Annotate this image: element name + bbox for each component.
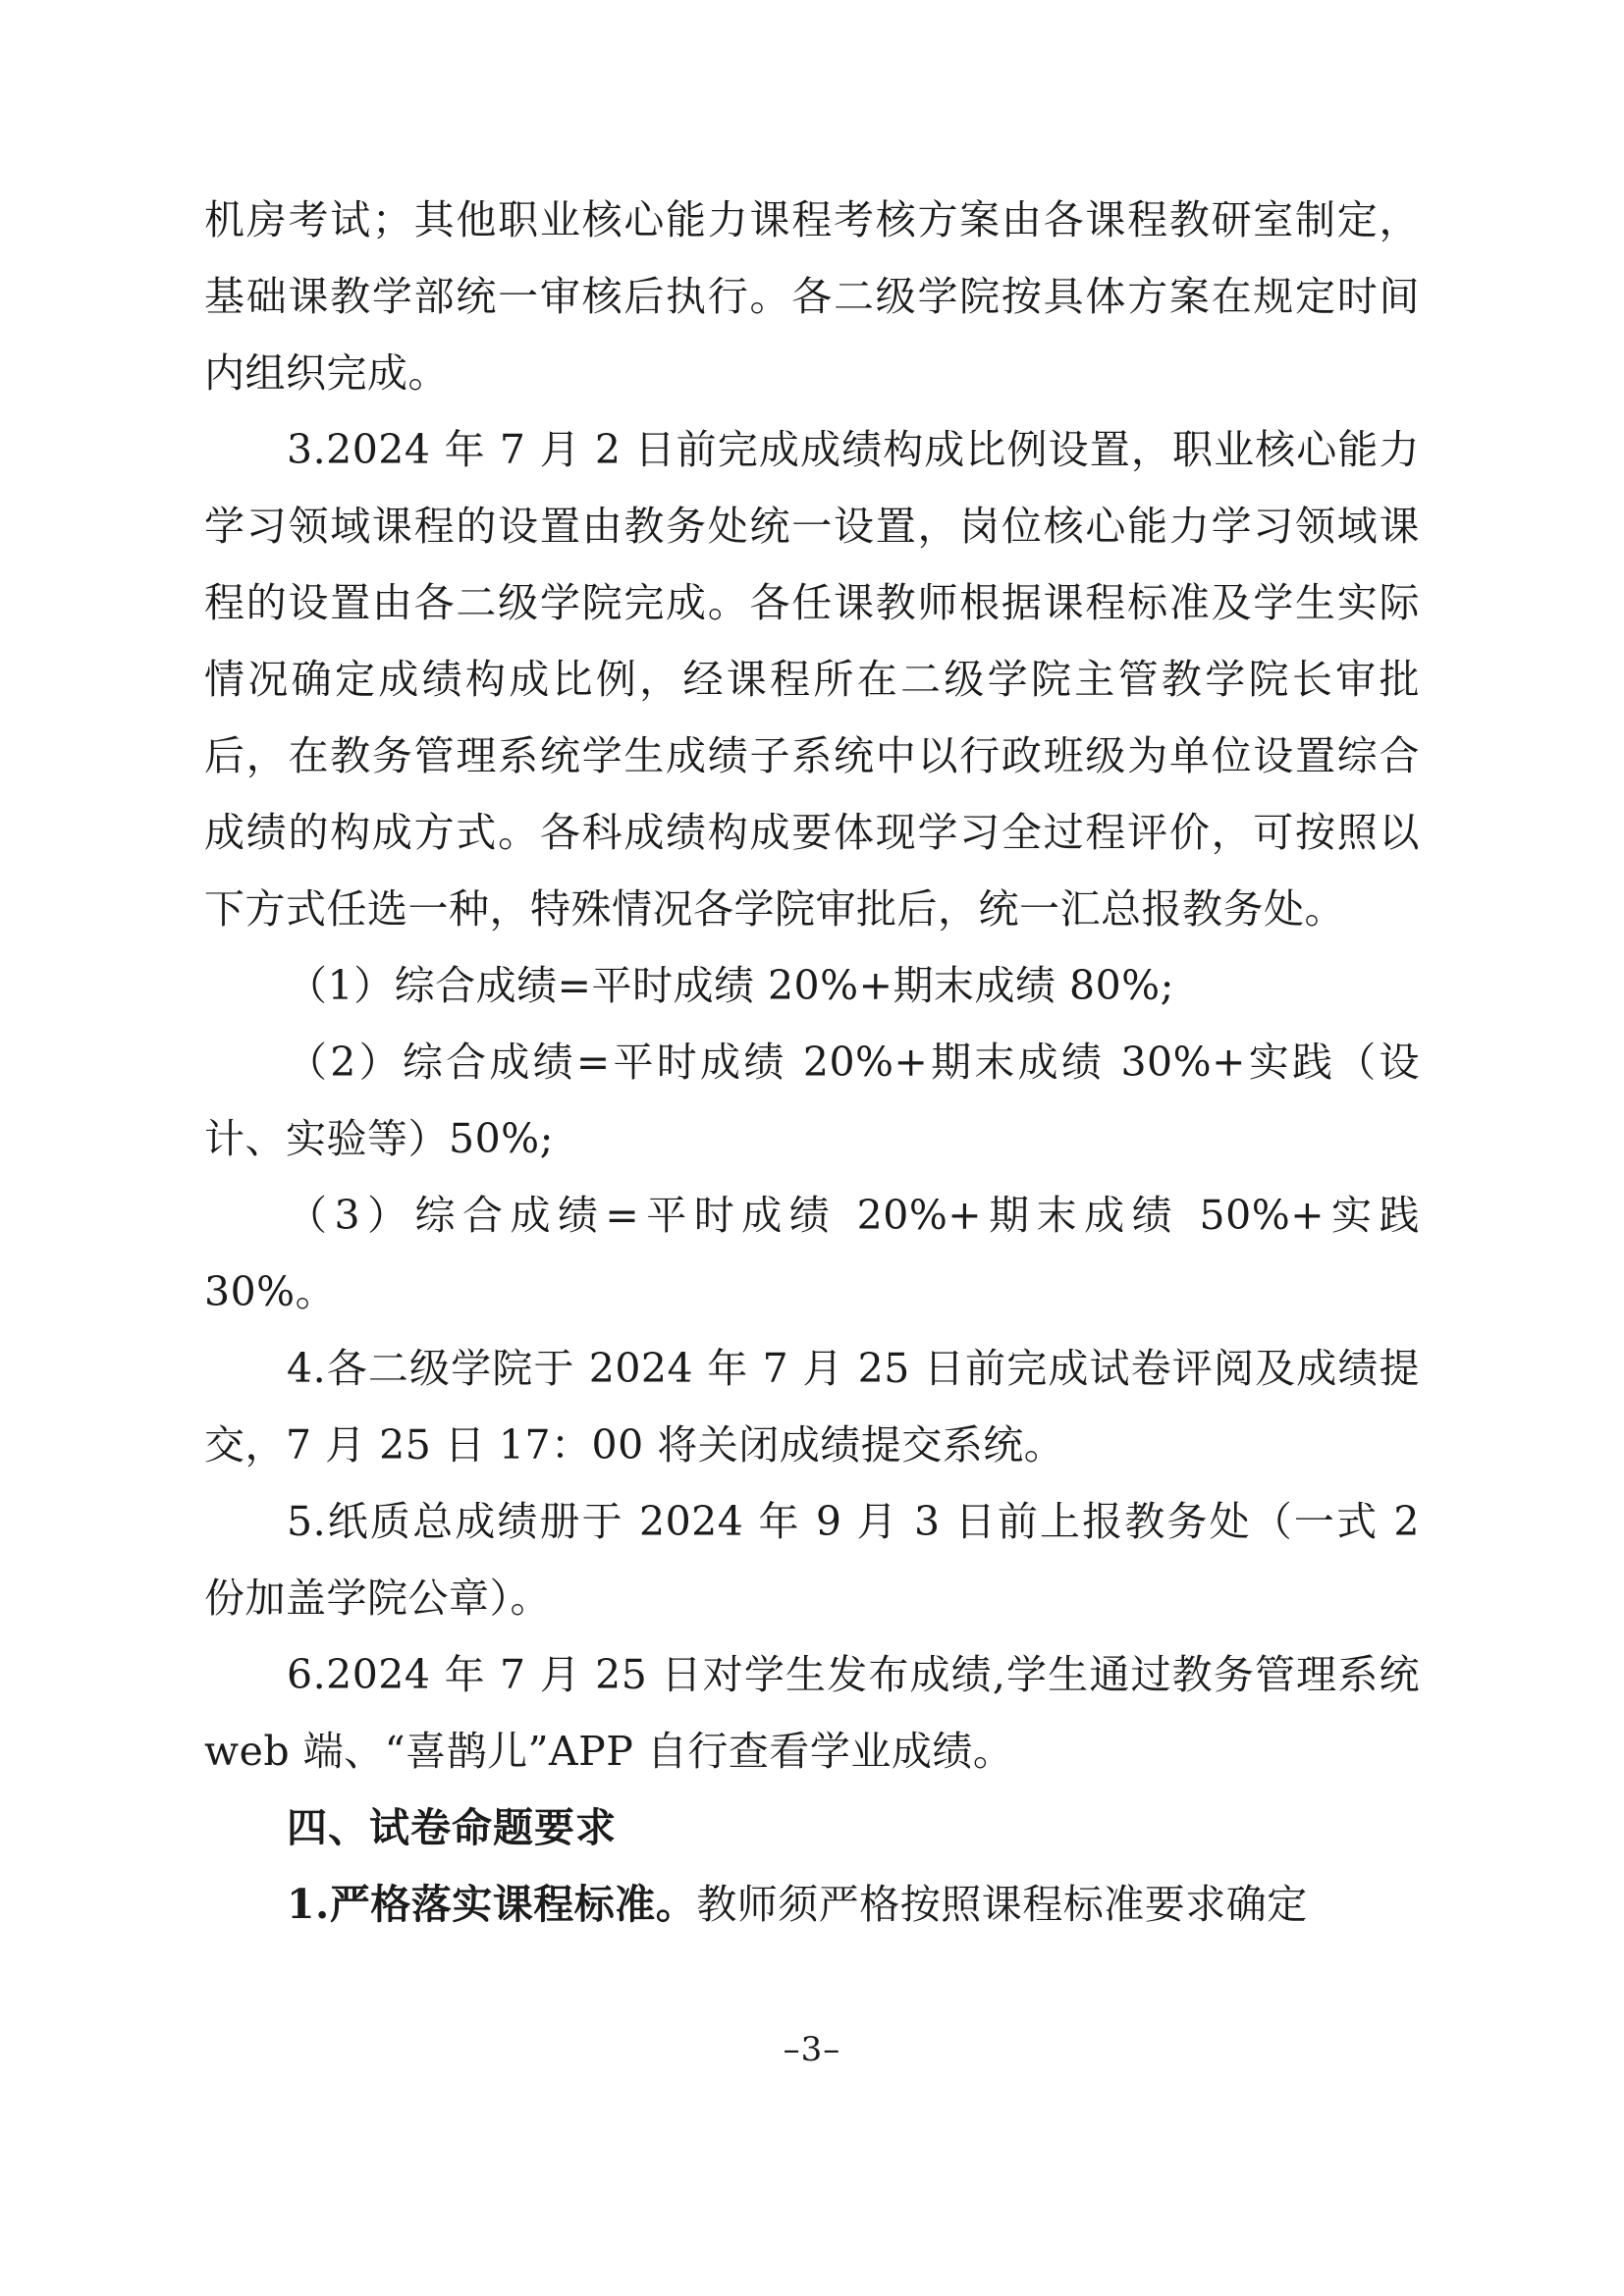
paragraph-item-5: 5.纸质总成绩册于 2024 年 9 月 3 日前上报教务处（一式 2 份加盖学院公章）。 xyxy=(204,1498,1420,1622)
paragraph-item-4: 4.各二级学院于 2024 年 7 月 25 日前完成试卷评阅及成绩提交，7 月 25 日 17：00 将关闭成绩提交系统。 xyxy=(204,1345,1420,1468)
subsection-text: 教师须严格按照课程标准要求确定 xyxy=(696,1881,1308,1928)
subsection-number: 1. xyxy=(287,1881,330,1928)
page-number: –3– xyxy=(783,2030,841,2069)
paragraph-option-3: （3）综合成绩=平时成绩 20%+期末成绩 50%+实践 30%。 xyxy=(204,1192,1420,1315)
paragraph-option-1: （1）综合成绩=平时成绩 20%+期末成绩 80%; xyxy=(287,962,1174,1009)
section-heading-exam-proposition: 四、试卷命题要求 xyxy=(287,1804,617,1851)
paragraph-item-6: 6.2024 年 7 月 25 日对学生发布成绩,学生通过教务管理系统 web 端、“喜鹊儿”APP 自行查看学业成绩。 xyxy=(204,1651,1420,1775)
subsection-title: 严格落实课程标准。 xyxy=(329,1881,697,1928)
paragraph-option-2: （2）综合成绩=平时成绩 20%+期末成绩 30%+实践（设计、实验等）50%; xyxy=(204,1039,1420,1162)
document-body xyxy=(204,182,1420,1943)
paragraph-item-3: 3.2024 年 7 月 2 日前完成成绩构成比例设置，职业核心能力学习领域课程的设置由教务处统一设置，岗位核心能力学习领域课程的设置由各二级学院完成。各任课教师根据课程标准及学生实际情况确定成绩构成比例，经课程所在二级学院主管教学院长审批后，在教务管理系统学生成绩子系统中以行政班级为单位设置综合成绩的构成方式。各科成绩构成要体现学习全过程评价，可按照以下方式任选一种，特殊情况各学院审批后，统一汇总报教务处。 xyxy=(204,426,1420,933)
subsection-course-standard xyxy=(204,1866,1420,1943)
paragraph-continued-exam: 机房考试；其他职业核心能力课程考核方案由各课程教研室制定，基础课教学部统一审核后执行。各二级学院按具体方案在规定时间内组织完成。 xyxy=(204,196,1420,397)
